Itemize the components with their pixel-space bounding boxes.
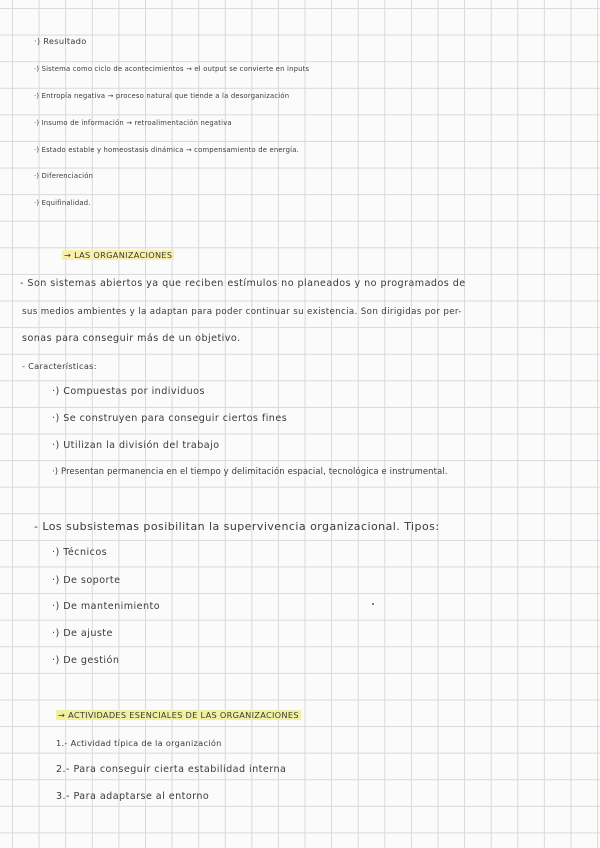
list1-item: ·) Insumo de información → retroalimentación negativa — [34, 119, 232, 127]
list1-item: ·) Estado estable y homeostasis dinámica → compensamiento de energía. — [34, 146, 299, 154]
paragraph-line: sus medios ambientes y la adaptan para poder continuar su existencia. Son dirigidas por per- — [22, 307, 462, 317]
list1-item: ·) Equifinalidad. — [34, 199, 91, 207]
heading-highlight: → LAS ORGANIZACIONES — [64, 250, 173, 260]
subsystem-item: ·) De mantenimiento — [52, 601, 161, 612]
subsystem-item: ·) De ajuste — [52, 628, 113, 639]
subsystem-item: ·) Técnicos — [52, 547, 108, 558]
characteristic-item: ·) Presentan permanencia en el tiempo y delimitación espacial, tecnológica e instrumental. — [52, 466, 448, 476]
subsystem-item: ·) De gestión — [52, 655, 120, 666]
section-heading-actividades — [56, 710, 301, 721]
characteristic-item: ·) Utilizan la división del trabajo — [52, 440, 220, 451]
list1-item: ·) Sistema como ciclo de acontecimientos → el output se convierte en inputs — [34, 65, 310, 73]
characteristic-item: ·) Se construyen para conseguir ciertos fines — [52, 413, 288, 424]
characteristics-label: - Características: — [22, 361, 97, 371]
activity-item: 3.- Para adaptarse al entorno — [56, 791, 210, 802]
subsystems-intro: - Los subsistemas posibilitan la supervivencia organizacional. Tipos: — [34, 520, 440, 533]
paragraph-line: sonas para conseguir más de un objetivo. — [22, 333, 241, 344]
heading-highlight: → ACTIVIDADES ESENCIALES DE LAS ORGANIZACIONES — [58, 710, 299, 720]
list1-item: ·) Entropía negativa → proceso natural que tiende a la desorganización — [34, 92, 290, 100]
list1-item: ·) Resultado — [34, 36, 87, 46]
pen-dot — [372, 603, 374, 605]
activity-item: 1.- Actividad típica de la organización — [56, 738, 222, 748]
characteristic-item: ·) Compuestas por individuos — [52, 386, 205, 397]
list1-item: ·) Diferenciación — [34, 172, 94, 180]
activity-item: 2.- Para conseguir cierta estabilidad interna — [56, 764, 287, 775]
paragraph-line: - Son sistemas abiertos ya que reciben estímulos no planeados y no programados de — [20, 278, 466, 289]
section-heading-organizaciones — [62, 250, 174, 261]
subsystem-item: ·) De soporte — [52, 575, 121, 586]
